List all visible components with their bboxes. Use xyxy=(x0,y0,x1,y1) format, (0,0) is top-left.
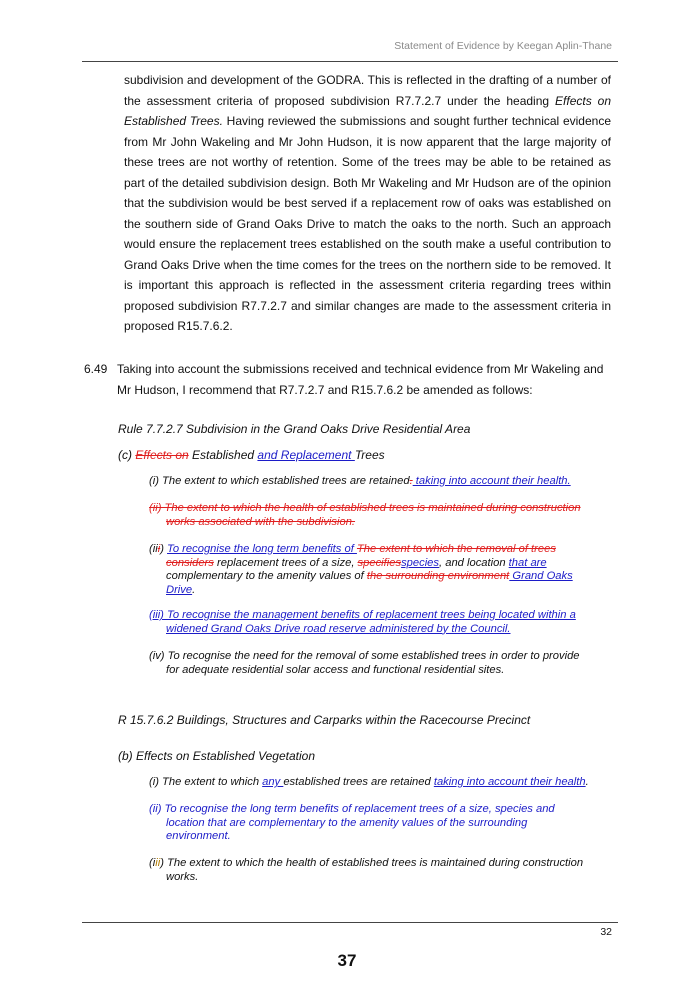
deleted-text: the surrounding environment xyxy=(366,570,510,583)
inserted-line-2: widened Grand Oaks Drive road reserve administered by the Council. xyxy=(166,622,511,635)
rule-15-7-6-2-subheading: (b) Effects on Established Vegetation xyxy=(118,749,316,763)
deleted-text: Effects on xyxy=(135,448,189,462)
item-text: complementary to the amenity values of xyxy=(166,570,367,583)
item-label-end: ) xyxy=(160,543,168,555)
rule-15-7-6-2-heading: R 15.7.6.2 Buildings, Structures and Carparks within the Racecourse Precinct xyxy=(118,713,531,727)
item-text: . xyxy=(192,583,196,596)
deleted-text: i xyxy=(157,543,161,555)
inserted-text: Drive xyxy=(166,583,193,596)
rule2-item-i xyxy=(149,776,609,790)
item-text: . xyxy=(585,776,589,788)
inserted-text: any xyxy=(262,776,284,788)
paragraph-number: 6.49 xyxy=(84,362,108,376)
header-rule xyxy=(82,61,618,62)
inserted-text: To recognise the long term benefits of xyxy=(167,543,357,555)
bundle-page-number: 37 xyxy=(337,951,357,970)
inserted-text: taking into account their health. xyxy=(412,475,571,487)
footer-rule xyxy=(82,922,618,923)
rule2-item-iii xyxy=(149,857,609,884)
item-text: (i) The extent to which xyxy=(149,776,263,788)
rule1-item-v xyxy=(149,650,609,677)
document-header: Statement of Evidence by Keegan Aplin-Thane xyxy=(394,40,612,52)
deleted-text: . xyxy=(409,475,413,487)
item-text: , and location xyxy=(439,556,509,569)
item-label-end: ) xyxy=(160,857,164,869)
item-line-2: works. xyxy=(166,870,199,883)
body-text-italic: Effects on Established Trees. xyxy=(124,93,611,128)
inserted-line-1: (ii) To recognise the long term benefits of replacement trees of a size, species and xyxy=(149,803,555,815)
deleted-line-1: (ii) The extent to which the health of established trees is maintained during construction xyxy=(149,502,581,514)
body-text-2: Having reviewed the submissions and sought further technical evidence from Mr John Wakeling and Mr John Hudson, it is now apparent that the large majority of these trees are not worthy of retention. Some of the trees may be able to be retained as part of the detailed subdivision design. Both Mr Wakeling and Mr Hudson are of the opinion that the subdivision would be best served if a replacement row of oaks was established on the southern side of Grand Oaks Drive to match the oaks to the north. Such an approach would ensure the replacement trees established on the south make a useful contribution to Grand Oaks Drive when the time comes for the trees on the northern side to be removed. It is important this approach is reflected in the assessment criteria regarding trees within proposed subdivision R7.7.2.7 and similar changes are made to the assessment criteria in proposed R15.7.6.2. xyxy=(124,114,611,333)
item-label: (ii xyxy=(149,543,158,555)
deleted-text: considers xyxy=(166,556,214,569)
item-line-2: for adequate residential solar access and functional residential sites. xyxy=(166,663,505,676)
deleted-text: specifies xyxy=(357,556,402,569)
item-text: replacement trees of a size, xyxy=(213,556,358,569)
paragraph-text: Taking into account the submissions received and technical evidence from Mr Wakeling and Mr Hudson, I recommend that R7.7.2.7 and R15.7.6.2 be amended as follows: xyxy=(117,362,604,397)
body-text-1: subdivision and development of the GODRA. This is reflected in the drafting of a number of the assessment criteria of proposed subdivision R7.7.2.7 under the heading xyxy=(124,73,611,108)
subheading-prefix: (c) xyxy=(118,448,136,462)
inserted-text: and Replacement xyxy=(257,448,355,462)
rule1-item-iii xyxy=(149,543,609,597)
body-paragraph xyxy=(124,70,611,337)
rule-7-7-2-7-heading: Rule 7.7.2.7 Subdivision in the Grand Oaks Drive Residential Area xyxy=(118,422,471,436)
rule1-item-ii-deleted xyxy=(149,502,609,529)
rule1-item-iv-inserted xyxy=(149,609,609,636)
subheading-mid: Established xyxy=(188,448,258,462)
deleted-line-2: works associated with the subdivision. xyxy=(166,515,356,528)
item-line-1: The extent to which the health of established trees is maintained during construction xyxy=(163,857,584,869)
inserted-text: Grand Oaks xyxy=(509,570,573,583)
inserted-line-1: (iii) To recognise the management benefits of replacement trees being located within a xyxy=(149,609,576,621)
subheading-end: Trees xyxy=(354,448,385,462)
item-label: (i xyxy=(149,857,156,869)
rule-7-7-2-7-subheading xyxy=(118,448,385,462)
inserted-text: that are xyxy=(508,556,547,569)
item-text: (i) The extent to which established trees are retained xyxy=(149,475,410,487)
item-text: established trees are retained xyxy=(283,776,434,788)
paragraph-6-49 xyxy=(84,359,614,400)
inserted-text: taking into account their health xyxy=(433,776,586,788)
inserted-text: ii xyxy=(155,857,161,869)
rule1-item-i xyxy=(149,475,609,489)
inserted-line-3: environment. xyxy=(166,830,231,843)
item-line-1: (iv) To recognise the need for the removal of some established trees in order to provide xyxy=(149,650,580,662)
inserted-line-2: location that are complementary to the amenity values of the surrounding xyxy=(166,816,528,829)
inserted-text: species xyxy=(401,556,439,569)
deleted-text: The extent to which the removal of trees xyxy=(356,543,556,555)
rule2-item-ii-inserted xyxy=(149,803,609,844)
footer-page-number: 32 xyxy=(600,926,612,938)
